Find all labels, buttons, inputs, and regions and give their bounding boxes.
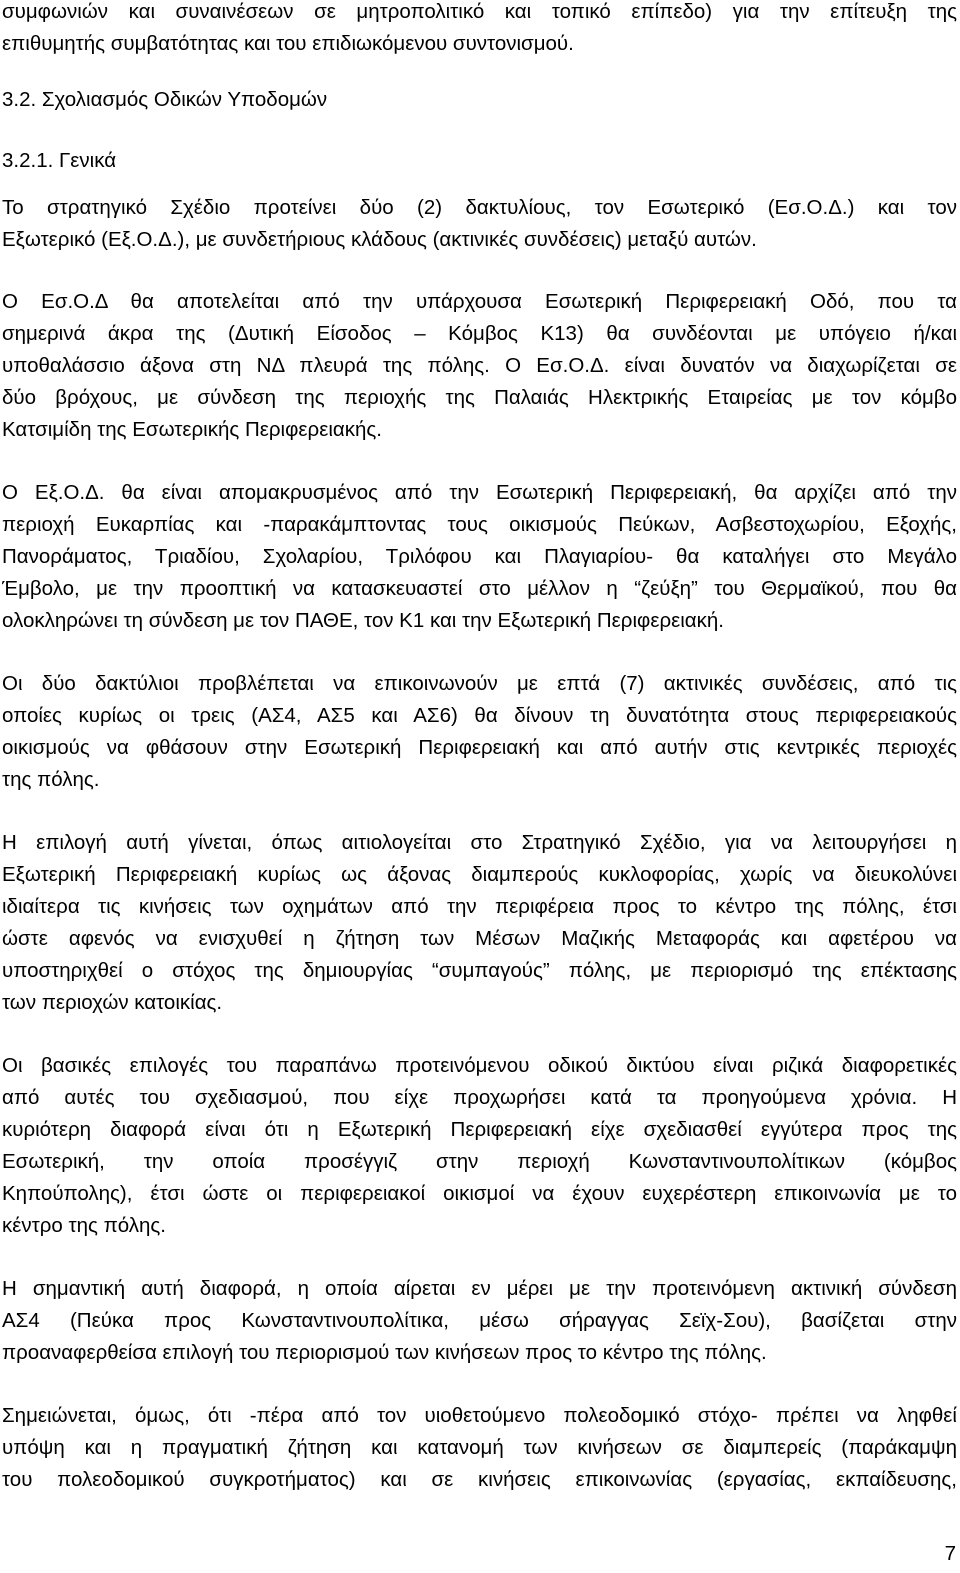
text-line: οικισμούς να φθάσουν στην Εσωτερική Περιφερειακή και από αυτήν στις κεντρικές περιοχές	[2, 736, 957, 759]
text-line: Έμβολο, με την προοπτική να κατασκευαστεί στο μέλλον η “ζεύξη” του Θερμαϊκού, που θα	[2, 577, 957, 600]
text-line: Ο Εξ.Ο.Δ. θα είναι απομακρυσμένος από την Εσωτερική Περιφερειακή, θα αρχίζει από την	[2, 481, 957, 504]
text-line: οποίες κυρίως οι τρεις (ΑΣ4, ΑΣ5 και ΑΣ6) θα δίνουν τη δυνατότητα στους περιφερειακούς	[2, 704, 957, 727]
text-line: της πόλης.	[2, 768, 100, 791]
text-line: δύο βρόχους, με σύνδεση της περιοχής της Παλαιάς Ηλεκτρικής Εταιρείας με τον κόμβο	[2, 386, 957, 409]
text-line: ιδιαίτερα τις κινήσεις των οχημάτων από την περιφέρεια προς το κέντρο της πόλης, έτσι	[2, 895, 957, 918]
text-line: Σημειώνεται, όμως, ότι -πέρα από τον υιοθετούμενο πολεοδομικό στόχο- πρέπει να ληφθεί	[2, 1404, 957, 1427]
section-heading: 3.2. Σχολιασμός Οδικών Υποδομών	[2, 88, 328, 111]
text-line: Εσωτερική, την οποία προσέγγιζ στην περιοχή Κωνσταντινουπολίτικων (κόμβος	[2, 1150, 957, 1173]
text-line: Το στρατηγικό Σχέδιο προτείνει δύο (2) δακτυλίους, τον Εσωτερικό (Εσ.Ο.Δ.) και τον	[2, 196, 957, 219]
text-line: σημερινά άκρα της (Δυτική Είσοδος – Κόμβος Κ13) θα συνδέονται με υπόγειο ή/και	[2, 322, 957, 345]
text-line: υπόψη και η πραγματική ζήτηση και κατανομή των κινήσεων σε διαμπερείς (παράκαμψη	[2, 1436, 957, 1459]
text-line: ολοκληρώνει τη σύνδεση με τον ΠΑΘΕ, τον Κ1 και την Εξωτερική Περιφερειακή.	[2, 609, 725, 632]
text-line: Οι δύο δακτύλιοι προβλέπεται να επικοινωνούν με επτά (7) ακτινικές συνδέσεις, από τις	[2, 672, 957, 695]
text-line: Η επιλογή αυτή γίνεται, όπως αιτιολογείται στο Στρατηγικό Σχέδιο, για να λειτουργήσει η	[2, 831, 957, 854]
text-line: περιοχή Ευκαρπίας και -παρακάμπτοντας τους οικισμούς Πεύκων, Ασβεστοχωρίου, Εξοχής,	[2, 513, 957, 536]
subsection-heading: 3.2.1. Γενικά	[2, 149, 117, 172]
text-line: Κατσιμίδη της Εσωτερικής Περιφερειακής.	[2, 418, 382, 441]
text-line: Οι βασικές επιλογές του παραπάνω προτεινόμενου οδικού δικτύου είναι ριζικά διαφορετικές	[2, 1054, 957, 1077]
text-line: κυριότερη διαφορά είναι ότι η Εξωτερική Περιφερειακή είχε σχεδιασθεί εγγύτερα προς της	[2, 1118, 957, 1141]
text-line: από αυτές του σχεδιασμού, που είχε προχωρήσει κατά τα προηγούμενα χρόνια. Η	[2, 1086, 957, 1109]
text-line: Κηπούπολης), έτσι ώστε οι περιφερειακοί οικισμοί να έχουν ευχερέστερη επικοινωνία με το	[2, 1182, 957, 1205]
text-line: Εξωτερική Περιφερειακή κυρίως ως άξονας διαμπερούς κυκλοφορίας, χωρίς να διευκολύνει	[2, 863, 957, 886]
text-line: υποθαλάσσιο άξονα στη ΝΔ πλευρά της πόλης. Ο Εσ.Ο.Δ. είναι δυνατόν να διαχωρίζεται σε	[2, 354, 957, 377]
text-line: επιθυμητής συμβατότητας και του επιδιωκόμενου συντονισμού.	[2, 32, 574, 55]
text-line: ώστε αφενός να ενισχυθεί η ζήτηση των Μέσων Μαζικής Μεταφοράς και αφετέρου να	[2, 927, 957, 950]
text-line: Εξωτερικό (Εξ.Ο.Δ.), με συνδετήριους κλάδους (ακτινικές συνδέσεις) μεταξύ αυτών.	[2, 228, 757, 251]
text-line: προαναφερθείσα επιλογή του περιορισμού των κινήσεων προς το κέντρο της πόλης.	[2, 1341, 767, 1364]
text-line: Πανοράματος, Τριαδίου, Σχολαρίου, Τριλόφου και Πλαγιαρίου- θα καταλήγει στο Μεγάλο	[2, 545, 957, 568]
text-line: κέντρο της πόλης.	[2, 1214, 166, 1237]
text-line: συμφωνιών και συναινέσεων σε μητροπολιτικό και τοπικό επίπεδο) για την επίτευξη της	[2, 0, 957, 23]
page-number: 7	[944, 1542, 956, 1565]
text-line: υποστηριχθεί ο στόχος της δημιουργίας “συμπαγούς” πόλης, με περιορισμό της επέκτασης	[2, 959, 957, 982]
text-line: των περιοχών κατοικίας.	[2, 991, 223, 1014]
text-line: Η σημαντική αυτή διαφορά, η οποία αίρεται εν μέρει με την προτεινόμενη ακτινική σύνδεση	[2, 1277, 957, 1300]
text-line: του πολεοδομικού συγκροτήματος) και σε κινήσεις επικοινωνίας (εργασίας, εκπαίδευσης,	[2, 1468, 957, 1491]
text-line: Ο Εσ.Ο.Δ θα αποτελείται από την υπάρχουσα Εσωτερική Περιφερειακή Οδό, που τα	[2, 290, 957, 313]
text-line: ΑΣ4 (Πεύκα προς Κωνσταντινουπολίτικα, μέσω σήραγγας Σεϊχ-Σου), βασίζεται στην	[2, 1309, 957, 1332]
